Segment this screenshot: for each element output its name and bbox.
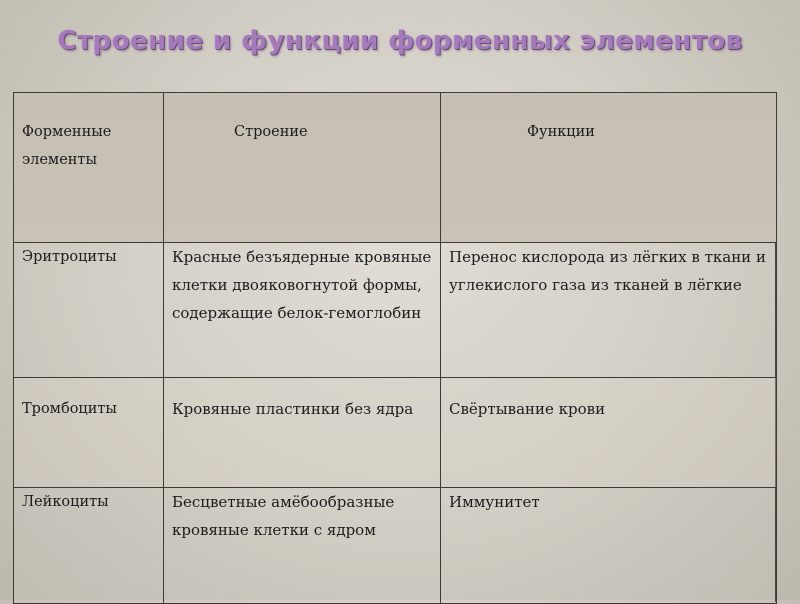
cell-name [14,243,164,378]
cell-structure [164,378,441,488]
cell-function [441,243,777,378]
table-row [14,488,777,604]
cell-structure [164,488,441,604]
row-function-erythrocytes: Перенос кислорода из лёгких в ткани и углекислого газа из тканей в лёгкие [449,248,766,294]
cell-function [441,378,777,488]
table-row [14,243,777,378]
row-name-thrombocytes: Тромбоциты [22,401,117,417]
header-cell-elements [14,93,164,243]
header-label-elements: Форменные элементы [22,124,112,168]
header-cell-structure [164,93,441,243]
row-name-erythrocytes: Эритроциты [22,249,117,265]
blood-cells-table-container [13,92,776,602]
cell-name [14,378,164,488]
row-structure-erythrocytes: Красные безъядерные кровяные клетки двояковогнутой формы, содержащие белок-гемоглобин [172,248,432,322]
row-function-thrombocytes: Свёртывание крови [449,400,606,418]
table-row [14,378,777,488]
cell-function [441,488,777,604]
row-name-leukocytes: Лейкоциты [22,494,109,510]
row-structure-thrombocytes: Кровяные пластинки без ядра [172,400,414,418]
table-header-row [14,93,777,243]
cell-name [14,488,164,604]
header-label-structure: Строение [234,124,308,140]
header-cell-functions [441,93,777,243]
row-function-leukocytes: Иммунитет [449,493,540,511]
row-structure-leukocytes: Бесцветные амёбообразные кровяные клетки с ядром [172,493,395,539]
page-title: Строение и функции форменных элементов [57,26,743,56]
header-label-functions: Функции [527,124,595,140]
cell-structure [164,243,441,378]
blood-cells-table [13,92,777,604]
